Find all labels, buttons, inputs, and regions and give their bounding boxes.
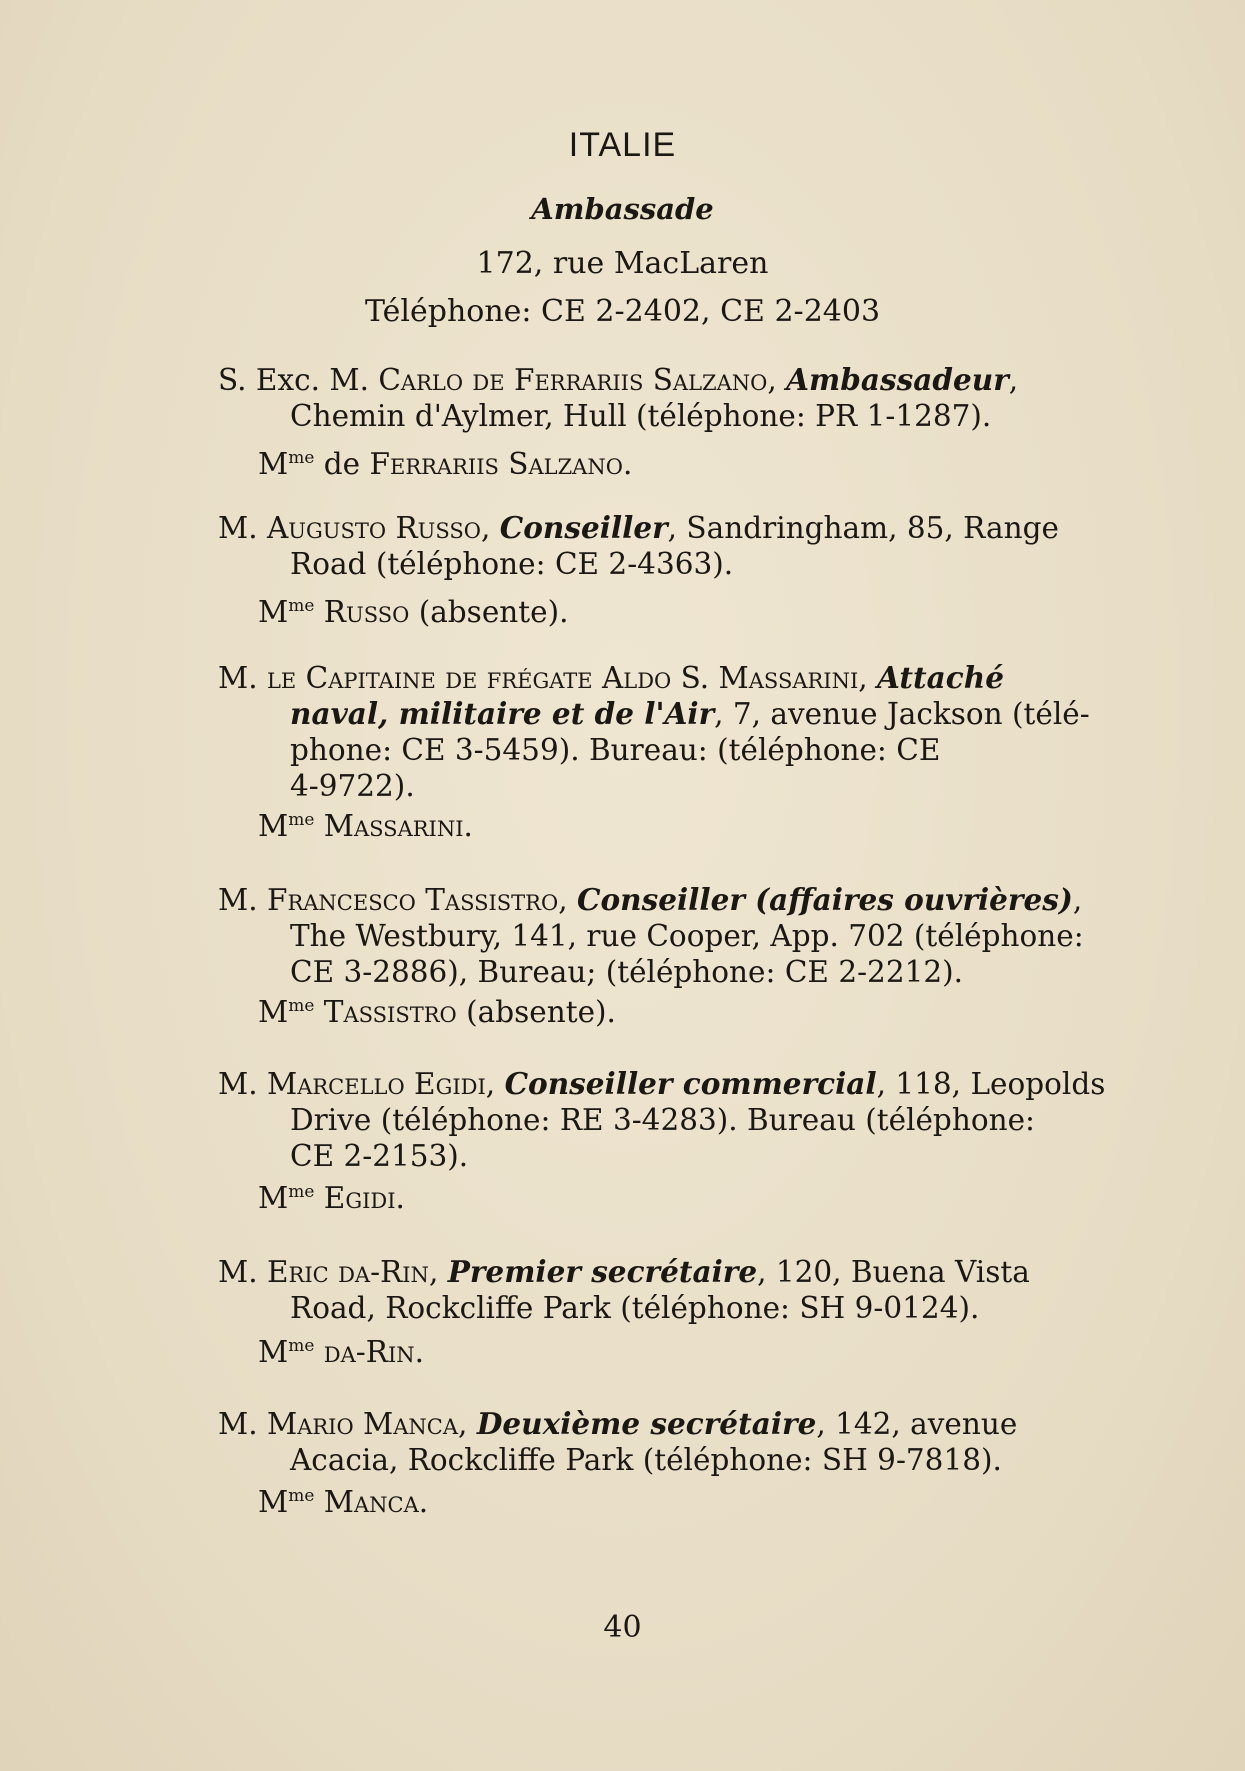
spouse-prefix-sup: me — [288, 596, 315, 616]
entry-detail: Road, Rockcliffe Park (téléphone: SH 9-0124). — [290, 1291, 980, 1325]
name-prefix: M. — [218, 661, 258, 695]
embassy-telephone: Téléphone: CE 2-2402, CE 2-2403 — [364, 294, 881, 329]
spouse-note: (absente). — [409, 595, 569, 629]
spouse-name: Massarini — [323, 809, 464, 843]
staff-name: Augusto Russo — [266, 511, 481, 545]
embassy-address: 172, rue MacLaren — [476, 246, 769, 281]
entry-first-line: M. Francesco Tassistro, Conseiller (affaires ouvrières), — [218, 882, 1083, 917]
staff-entry — [218, 362, 1130, 434]
spouse-prefix-sup: me — [288, 1336, 315, 1356]
name-prefix: M. — [218, 1255, 258, 1289]
staff-name: Marcello Egidi — [266, 1067, 486, 1101]
spouse-note: . — [395, 1181, 405, 1215]
staff-entry — [218, 882, 1130, 990]
spouse-note: . — [622, 447, 633, 481]
staff-address: , 142, avenue — [816, 1407, 1018, 1441]
spouse-prefix: M — [258, 447, 289, 481]
staff-title: Deuxième secrétaire — [476, 1406, 817, 1441]
staff-name: le Capitaine de frégate Aldo S. Massarini — [266, 661, 859, 695]
spouse-prefix-sup: me — [288, 996, 315, 1016]
entry-first-line: M. Mario Manca, Deuxième secrétaire, 142, avenue — [218, 1406, 1018, 1441]
spouse-line — [258, 1478, 428, 1520]
spouse-prefix: M — [258, 809, 289, 843]
spouse-name: da-Rin — [323, 1335, 415, 1369]
spouse-prefix: M — [258, 595, 289, 629]
entry-first-line: M. le Capitaine de frégate Aldo S. Massarini, Attaché — [218, 660, 1004, 695]
spouse-prefix-sup: me — [288, 810, 315, 830]
name-prefix: M. — [218, 883, 258, 917]
country-heading: ITALIE — [568, 126, 677, 164]
name-prefix: S. Exc. M. — [218, 363, 369, 397]
entry-detail: Road (téléphone: CE 2-4363). — [290, 547, 734, 581]
staff-name: Mario Manca — [266, 1407, 459, 1441]
staff-entry — [218, 1254, 1130, 1326]
entry-first-line: M. Augusto Russo, Conseiller, Sandringham, 85, Range — [218, 510, 1059, 545]
spouse-name: Ferrariis Salzano — [369, 447, 623, 481]
staff-name: Carlo de Ferrariis Salzano — [378, 363, 768, 397]
page-number: 40 — [603, 1610, 642, 1645]
spouse-prefix-sup: me — [288, 1182, 315, 1202]
staff-entry — [218, 510, 1130, 582]
staff-address: , 118, Leopolds — [876, 1067, 1106, 1101]
spouse-name: Egidi — [323, 1181, 396, 1215]
spouse-line — [258, 988, 616, 1030]
spouse-prefix: M — [258, 995, 289, 1029]
spouse-name: Russo — [323, 595, 410, 629]
spouse-note: (absente). — [456, 995, 616, 1029]
spouse-line — [258, 1328, 424, 1370]
spouse-line — [258, 1174, 405, 1216]
name-prefix: M. — [218, 1067, 258, 1101]
entry-first-line: M. Eric da-Rin, Premier secrétaire, 120, Buena Vista — [218, 1254, 1030, 1289]
staff-address: , Sandringham, 85, Range — [667, 511, 1059, 545]
entry-detail: The Westbury, 141, rue Cooper, App. 702 (téléphone: — [290, 919, 1084, 953]
staff-title: Conseiller (affaires ouvrières) — [576, 882, 1073, 917]
spouse-line — [258, 802, 473, 844]
spouse-prefix: M — [258, 1181, 289, 1215]
entry-detail: CE 2-2153). — [290, 1139, 469, 1173]
staff-name: Eric da-Rin — [266, 1255, 429, 1289]
entry-detail: Acacia, Rockcliffe Park (téléphone: SH 9-7818). — [290, 1443, 1002, 1477]
staff-title-continued: naval, militaire et de l'Air — [290, 696, 715, 731]
entry-detail: Drive (téléphone: RE 3-4283). Bureau (téléphone: — [290, 1103, 1035, 1137]
spouse-note: . — [463, 809, 473, 843]
spouse-name: Tassistro — [323, 995, 457, 1029]
spouse-note: . — [418, 1485, 429, 1519]
name-prefix: M. — [218, 511, 258, 545]
entry-detail — [218, 696, 1130, 732]
staff-address: , 7, avenue Jackson (télé- — [714, 697, 1090, 731]
entry-detail: phone: CE 3-5459). Bureau: (téléphone: CE — [290, 733, 941, 767]
entry-detail: Chemin d'Aylmer, Hull (téléphone: PR 1-1287). — [290, 399, 992, 433]
entry-detail: CE 3-2886), Bureau; (téléphone: CE 2-2212). — [290, 955, 964, 989]
entry-detail: 4-9722). — [290, 769, 415, 803]
spouse-line — [258, 588, 568, 630]
spouse-particle: de — [314, 447, 370, 481]
staff-title: Premier secrétaire — [447, 1254, 758, 1289]
spouse-line — [258, 440, 632, 482]
staff-entry — [218, 1066, 1130, 1174]
spouse-prefix: M — [258, 1485, 289, 1519]
staff-entry — [218, 1406, 1130, 1478]
staff-entry — [218, 660, 1130, 804]
spouse-prefix-sup: me — [288, 1486, 315, 1506]
name-prefix: M. — [218, 1407, 258, 1441]
staff-title: Conseiller — [499, 510, 668, 545]
spouse-note: . — [414, 1335, 425, 1369]
spouse-prefix: M — [258, 1335, 289, 1369]
spouse-prefix-sup: me — [288, 448, 315, 468]
staff-address: , 120, Buena Vista — [757, 1255, 1030, 1289]
entry-first-line: S. Exc. M. Carlo de Ferrariis Salzano, Ambassadeur, — [218, 362, 1019, 397]
entry-first-line: M. Marcello Egidi, Conseiller commercial, 118, Leopolds — [218, 1066, 1106, 1101]
mission-type: Ambassade — [531, 192, 714, 226]
staff-name: Francesco Tassistro — [266, 883, 559, 917]
staff-title: Ambassadeur — [786, 362, 1009, 397]
staff-title: Attaché — [877, 660, 1004, 695]
staff-title: Conseiller commercial — [504, 1066, 877, 1101]
spouse-name: Manca — [323, 1485, 419, 1519]
